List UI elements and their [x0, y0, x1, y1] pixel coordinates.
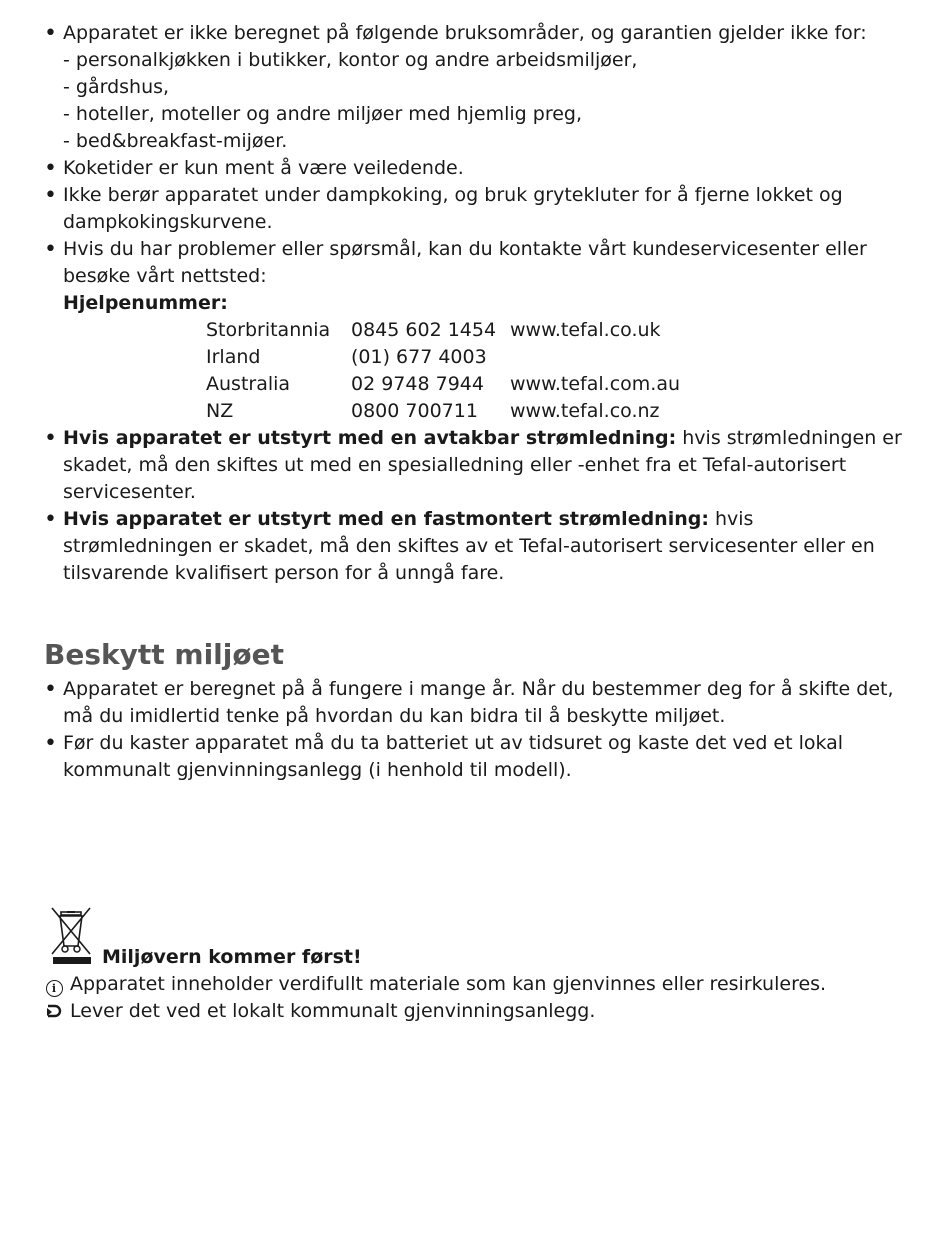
- safety-item-text: Hvis du har problemer eller spørsmål, kan du kontakte vårt kundeservicesenter eller besøke vårt nettsted:: [63, 238, 867, 287]
- safety-item-text: hvis strømledningen er skadet, må den skiftes ut med en spesialledning eller -enhet fra et Tefal-autorisert servicesenter.: [63, 427, 902, 503]
- action-line-text: Lever det ved et lokalt kommunalt gjenvinningsanlegg.: [70, 1000, 596, 1022]
- sub-item: - gårdshus,: [63, 76, 170, 98]
- web-cell: www.tefal.co.nz: [510, 400, 660, 422]
- action-line: [44, 998, 595, 1025]
- table-row: [206, 317, 680, 344]
- country-cell: Irland: [206, 346, 261, 368]
- safety-list: [44, 20, 904, 587]
- country-cell: Australia: [206, 373, 291, 395]
- phone-cell: 0800 700711: [351, 400, 478, 422]
- section-heading: Beskytt miljøet: [44, 638, 284, 671]
- safety-item-text: Apparatet er ikke beregnet på følgende bruksområder, og garantien gjelder ikke for:: [63, 22, 867, 44]
- sub-item: - bed&breakfast-mijøer.: [63, 130, 288, 152]
- phone-cell: 0845 602 1454: [351, 319, 497, 341]
- safety-item-text: hvis strømledningen er skadet, må den skiftes av et Tefal-autorisert servicesenter eller en tilsvarende kvalifisert person for å unngå fare.: [63, 508, 875, 584]
- crossed-out-wheelie-bin-icon: [50, 906, 94, 966]
- country-cell: NZ: [206, 400, 234, 422]
- info-line-text: Apparatet inneholder verdifullt materiale som kan gjenvinnes eller resirkuleres.: [70, 973, 827, 995]
- country-cell: Storbritannia: [206, 319, 331, 341]
- list-item: [44, 20, 904, 155]
- sub-item: - hoteller, moteller og andre miljøer med hjemlig preg,: [63, 103, 583, 125]
- environment-item-text: Før du kaster apparatet må du ta batteriet ut av tidsuret og kaste det ved et lokal kommunalt gjenvinningsanlegg (i henhold til modell).: [63, 732, 844, 781]
- list-item: [44, 155, 904, 182]
- table-row: [206, 371, 680, 398]
- environment-item-text: Apparatet er beregnet på å fungere i mange år. Når du bestemmer deg for å skifte det, må du imidlertid tenke på hvordan du kan bidra til å beskytte miljøet.: [63, 678, 894, 727]
- table-row: [206, 398, 680, 425]
- list-item: [44, 425, 904, 506]
- phone-cell: 02 9748 7944: [351, 373, 484, 395]
- helpline-title: Hjelpenummer:: [63, 292, 228, 314]
- phone-cell: (01) 677 4003: [351, 346, 487, 368]
- info-line: [44, 971, 826, 998]
- info-circle-icon: i: [44, 971, 64, 998]
- list-item: [44, 236, 904, 425]
- safety-item-text: Ikke berør apparatet under dampkoking, og bruk grytekluter for å fjerne lokket og dampkokingskurvene.: [63, 184, 843, 233]
- table-row: [206, 344, 680, 371]
- safety-item-text: Koketider er kun ment å være veiledende.: [63, 157, 464, 179]
- list-item: [44, 182, 904, 236]
- web-cell: www.tefal.co.uk: [510, 319, 661, 341]
- sub-item: - personalkjøkken i butikker, kontor og andre arbeidsmiljøer,: [63, 49, 638, 71]
- list-item: [44, 730, 904, 784]
- list-item: [44, 506, 904, 587]
- environment-list: [44, 676, 904, 784]
- recycling-title: Miljøvern kommer først!: [102, 946, 362, 968]
- safety-item-bold: Hvis apparatet er utstyrt med en fastmontert strømledning:: [63, 508, 709, 530]
- web-cell: www.tefal.com.au: [510, 373, 681, 395]
- list-item: [44, 676, 904, 730]
- curved-arrow-icon: [44, 998, 64, 1025]
- safety-item-bold: Hvis apparatet er utstyrt med en avtakbar strømledning:: [63, 427, 677, 449]
- web-cell: [510, 344, 680, 371]
- helpline-table: [206, 317, 680, 425]
